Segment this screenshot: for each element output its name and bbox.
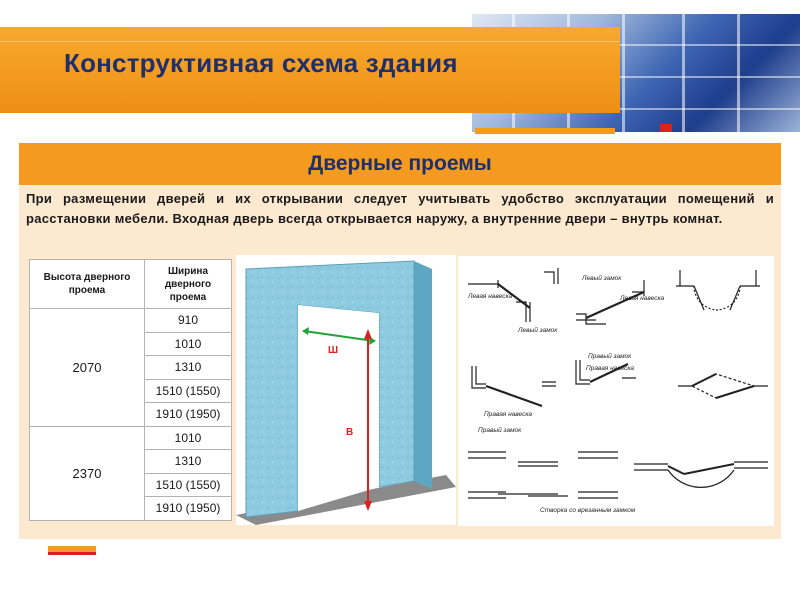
header-height: Высота дверного проема [30, 260, 145, 309]
door-swing-diagrams [458, 256, 774, 526]
diagram-sliding-door [468, 452, 618, 498]
height-cell: 2070 [30, 309, 145, 427]
width-cell: 1910 (1950) [145, 497, 232, 521]
label-left-hinge-2: Левая навеска [620, 295, 665, 302]
height-label: В [346, 427, 354, 438]
table-header-row [30, 260, 232, 309]
section-header [19, 143, 781, 185]
header-width: Ширина дверного проема [145, 260, 232, 309]
diagram-left-hinge-out [576, 280, 644, 324]
width-cell: 1310 [145, 450, 232, 474]
width-cell: 910 [145, 309, 232, 333]
diagram-double-door [676, 270, 760, 310]
page-title: Конструктивная схема здания [64, 48, 458, 78]
table-row [30, 309, 232, 333]
height-cell: 2370 [30, 426, 145, 520]
width-cell: 1910 (1950) [145, 403, 232, 427]
label-sliding: Створка со врезанным замком [540, 507, 636, 514]
diagram-right-hinge-out [576, 360, 636, 384]
width-cell: 1310 [145, 356, 232, 380]
width-cell: 1010 [145, 332, 232, 356]
height-arrow-head-bottom [364, 501, 372, 511]
door-size-table [29, 259, 232, 521]
diagram-right-hinge-in [472, 366, 556, 406]
intro-paragraph: При размещении дверей и их открывании следует учитывать удобство эксплуатации помещений и расстановки мебели. Входная дверь всегда открывается наружу, а внутренние двери – внутрь комнат. [26, 191, 774, 226]
label-left-lock: Левый замок [518, 327, 558, 334]
label-right-lock-2: Правый замок [588, 353, 632, 360]
header-accent-stripe [475, 128, 615, 134]
table-row [30, 426, 232, 450]
width-cell: 1010 [145, 426, 232, 450]
diagram-pivot-door [678, 374, 768, 398]
label-left-hinge: Левая навеска [468, 293, 513, 300]
label-right-hinge: Правая навеска [484, 411, 533, 418]
diagram-bifold-door [634, 462, 768, 487]
header-accent-red [660, 124, 672, 132]
width-cell: 1510 (1550) [145, 379, 232, 403]
footer-accent-red [48, 552, 96, 555]
label-right-hinge-2: Правая навеска [586, 365, 635, 372]
width-label: Ш [328, 345, 339, 356]
frame-side [414, 261, 432, 489]
label-right-lock: Правый замок [478, 427, 522, 434]
width-cell: 1510 (1550) [145, 473, 232, 497]
section-title: Дверные проемы [308, 152, 492, 175]
door-frame-illustration [236, 255, 456, 525]
label-left-lock-2: Левый замок [582, 275, 622, 282]
